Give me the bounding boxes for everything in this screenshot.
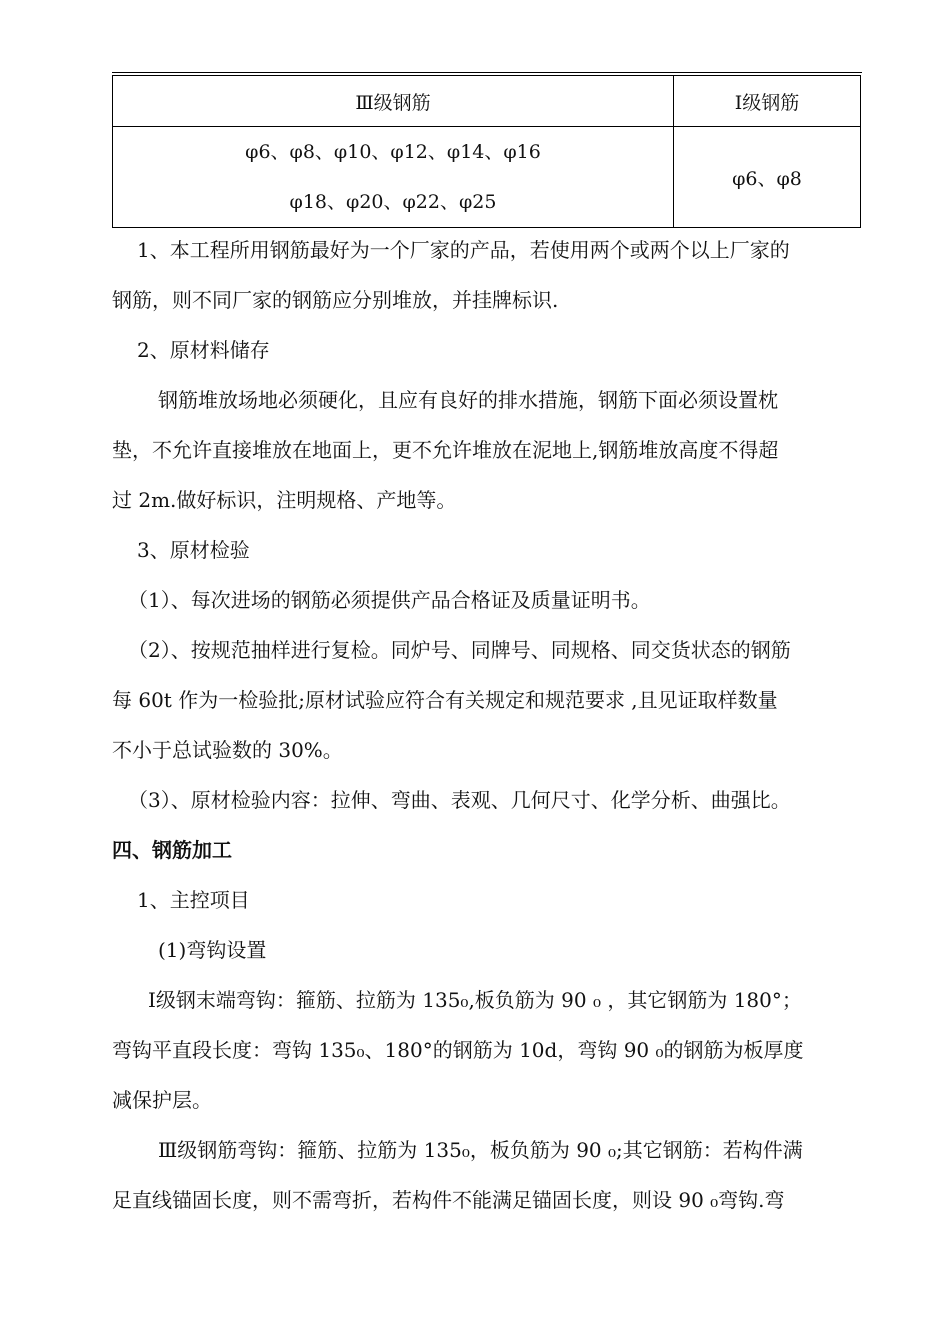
subsection-heading: (1)弯钩设置 <box>158 938 267 962</box>
grade-i-diameters: φ6、φ8 <box>674 127 861 228</box>
text-line: 过 2m.做好标识，注明规格、产地等。 <box>112 488 457 512</box>
text-line: 足直线锚固长度，则不需弯折，若构件不能满足锚固长度，则设 90 ₀弯钩.弯 <box>112 1188 785 1212</box>
text-line: 垫，不允许直接堆放在地面上，更不允许堆放在泥地上,钢筋堆放高度不得超 <box>112 438 779 462</box>
text-line: 钢筋，则不同厂家的钢筋应分别堆放，并挂牌标识. <box>112 288 559 312</box>
header-grade-iii: Ⅲ级钢筋 <box>113 76 674 127</box>
text-line: （2）、按规范抽样进行复检。同炉号、同牌号、同规格、同交货状态的钢筋 <box>128 638 791 662</box>
header-rule <box>112 72 862 73</box>
text-line: 不小于总试验数的 30%。 <box>112 738 343 762</box>
text-line: 每 60t 作为一检验批;原材试验应符合有关规定和规范要求 ,且见证取样数量 <box>112 688 778 712</box>
grade-iii-diameters-line-2: φ18、φ20、φ22、φ25 <box>289 191 497 213</box>
table-header-row <box>113 76 861 127</box>
text-line: （1）、每次进场的钢筋必须提供产品合格证及质量证明书。 <box>128 588 651 612</box>
text-line: 弯钩平直段长度：弯钩 135₀、180°的钢筋为 10d，弯钩 90 ₀的钢筋为板厚度 <box>112 1038 804 1062</box>
table-row <box>113 127 861 228</box>
text-line: 减保护层。 <box>112 1088 212 1112</box>
text-line: Ⅰ级钢末端弯钩：箍筋、拉筋为 135₀,板负筋为 90 ₀ ，其它钢筋为 180°； <box>148 988 802 1012</box>
text-line: 钢筋堆放场地必须硬化，且应有良好的排水措施，钢筋下面必须设置枕 <box>158 388 778 412</box>
chapter-heading: 四、钢筋加工 <box>112 838 232 862</box>
section-heading: 2、原材料储存 <box>137 338 270 362</box>
section-heading: 1、主控项目 <box>137 888 250 912</box>
header-grade-i: Ⅰ级钢筋 <box>674 76 861 127</box>
text-line: 1、本工程所用钢筋最好为一个厂家的产品，若使用两个或两个以上厂家的 <box>137 238 790 262</box>
grade-iii-diameters-line-1: φ6、φ8、φ10、φ12、φ14、φ16 <box>245 141 541 163</box>
rebar-grade-table <box>112 75 861 228</box>
section-heading: 3、原材检验 <box>137 538 250 562</box>
grade-iii-diameters <box>113 127 674 228</box>
text-line: Ⅲ级钢筋弯钩：箍筋、拉筋为 135₀，板负筋为 90 ₀;其它钢筋：若构件满 <box>158 1138 803 1162</box>
text-line: （3）、原材检验内容：拉伸、弯曲、表观、几何尺寸、化学分析、曲强比。 <box>128 788 791 812</box>
